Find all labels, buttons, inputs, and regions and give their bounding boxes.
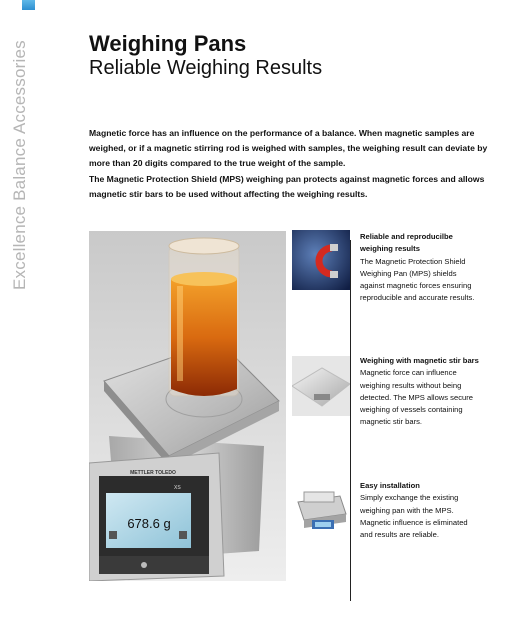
feature-text-line: weighing results without being <box>360 380 462 390</box>
intro-text <box>89 126 495 202</box>
weighing-pan-photo <box>292 356 350 416</box>
feature-text-line: detected. The MPS allows secure <box>360 392 473 402</box>
feature-text-line: weighing pan with the MPS. <box>360 505 454 515</box>
page-subtitle: Reliable Weighing Results <box>89 57 323 79</box>
sidebar-accent-bar <box>22 0 35 10</box>
balance-with-pan-photo <box>292 480 350 540</box>
display-reading: 678.6 g <box>127 516 171 531</box>
feature-text-line: and results are reliable. <box>360 530 439 540</box>
feature-text-line: Weighing Pan (MPS) shields <box>360 268 457 278</box>
vertical-section-title: Excellence Balance Accessories <box>10 40 29 290</box>
feature-text-line: against magnetic forces ensuring <box>360 281 472 291</box>
feature-text-line: reproducible and accurate results. <box>360 293 475 303</box>
vertical-divider <box>350 240 351 601</box>
feature-text-line: weighing of vessels containing <box>360 405 463 415</box>
magnet-icon <box>292 230 350 290</box>
feature-text-line: The Magnetic Protection Shield <box>360 256 466 266</box>
magnet-photo <box>292 230 350 290</box>
feature-title: Weighing with magnetic stir bars <box>360 356 479 365</box>
feature-easy-installation <box>360 480 500 541</box>
title-block <box>89 31 322 81</box>
feature-reliable-results <box>360 231 500 305</box>
feature-text-line: Magnetic force can influence <box>360 368 457 378</box>
feature-title: Easy installation <box>360 481 420 490</box>
balance-icon <box>292 480 350 540</box>
feature-text-line: magnetic stir bars. <box>360 417 423 427</box>
feature-text-line: Simply exchange the existing <box>360 493 459 503</box>
model-label: XS <box>174 485 181 491</box>
brand-label: METTLER TOLEDO <box>130 470 176 476</box>
feature-title: Reliable and reproducilbe <box>360 232 453 241</box>
feature-text-line: Magnetic influence is eliminated <box>360 517 468 527</box>
page-title: Weighing Pans <box>89 31 247 56</box>
balance-photo-illustration <box>89 231 286 581</box>
intro-paragraph-1: Magnetic force has an influence on the performance of a balance. When magnetic samples are weighed, or if a magnetic stirring rod is weighed with samples, the weighing result can deviate by more than 20 digits compared to the true weight of the sample. <box>89 128 488 169</box>
intro-paragraph-2: The Magnetic Protection Shield (MPS) weighing pan protects against magnetic forces and allows magnetic stir bars to be used without affecting the weighing results. <box>89 173 485 199</box>
feature-title-continued: weighing results <box>360 244 420 254</box>
balance-photo <box>89 231 286 581</box>
weighing-pan-icon <box>292 356 350 416</box>
feature-stir-bars <box>360 355 500 429</box>
